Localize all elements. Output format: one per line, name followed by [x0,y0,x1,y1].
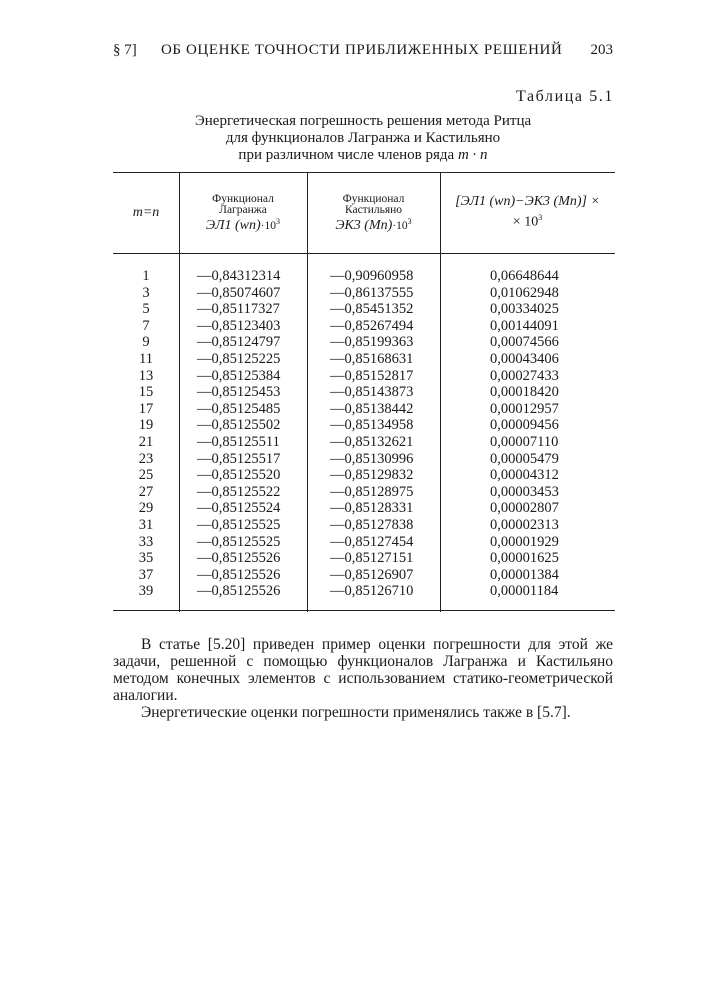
cell-castigliano: —0,85152817 [330,367,414,384]
cell-castigliano: —0,85138442 [330,400,414,417]
cell-difference: 0,00074566 [490,334,559,351]
cell-difference: 0,00334025 [490,301,559,318]
cell-castigliano: —0,86137555 [330,284,414,301]
cell-difference: 0,00001384 [490,566,559,583]
cell-m: 21 [138,433,154,450]
table-row [113,401,615,418]
cell-castigliano: —0,85128975 [330,483,414,500]
cell-lagrange: —0,85125526 [197,550,281,567]
cell-lagrange: —0,85125526 [197,566,281,583]
running-title: ОБ ОЦЕНКЕ ТОЧНОСТИ ПРИБЛИЖЕННЫХ РЕШЕНИЙ [161,42,563,58]
table-row [113,467,615,484]
cell-lagrange: —0,85125525 [197,516,281,533]
column-header-m: m=n [132,205,160,220]
cell-castigliano: —0,85267494 [330,317,414,334]
cell-castigliano: —0,85127151 [330,550,414,567]
table-row [113,351,615,368]
cell-lagrange: —0,85125453 [197,384,281,401]
cell-lagrange: —0,85125225 [197,350,281,367]
cell-m: 15 [138,384,154,401]
cell-difference: 0,00007110 [490,433,559,450]
cell-m: 13 [138,367,154,384]
paragraph-2: Энергетические оценки погрешности применялись также в [5.7]. [141,704,571,721]
cell-difference: 0,00002807 [490,500,559,517]
cell-lagrange: —0,85125522 [197,483,281,500]
table-row [113,384,615,401]
caption-math: m · n [457,147,488,163]
table-caption [113,113,613,164]
cell-m: 19 [138,417,154,434]
cell-castigliano: —0,85126907 [330,566,414,583]
cell-difference: 0,00001929 [490,533,559,550]
table-body [113,268,615,600]
cell-lagrange: —0,85125485 [197,400,281,417]
cell-lagrange: —0,85123403 [197,317,281,334]
cell-difference: 0,00027433 [490,367,559,384]
cell-lagrange: —0,85125525 [197,533,281,550]
cell-difference: 0,00144091 [490,317,559,334]
cell-castigliano: —0,85128331 [330,500,414,517]
column-header-lagrange: Функционал Лагранжа ЭЛ1 $(wn)\cdot 10^3$ [206,192,280,233]
cell-castigliano: —0,85134958 [330,417,414,434]
caption-line-2: для функционалов Лагранжа и Кастильяно [225,130,501,146]
cell-castigliano: —0,85199363 [330,334,414,351]
cell-m: 27 [138,483,154,500]
cell-m: 23 [138,450,154,467]
body-text [113,636,613,721]
table-row [113,583,615,600]
cell-lagrange: —0,85125511 [197,433,280,450]
cell-m: 25 [138,467,154,484]
table-header-rule [113,253,615,254]
table-row [113,318,615,335]
cell-difference: 0,00009456 [490,417,559,434]
cell-lagrange: —0,85125520 [197,467,281,484]
table-bottom-rule [113,610,615,611]
cell-castigliano: —0,85143873 [330,384,414,401]
table-row [113,268,615,285]
cell-difference: 0,00004312 [490,467,559,484]
cell-difference: 0,01062948 [490,284,559,301]
cell-castigliano: —0,85451352 [330,301,414,318]
cell-difference: 0,00043406 [490,350,559,367]
cell-castigliano: —0,85127838 [330,516,414,533]
cell-castigliano: —0,85126710 [330,583,414,600]
cell-m: 9 [142,334,150,351]
cell-difference: 0,00012957 [490,400,559,417]
cell-difference: 0,00002313 [490,516,559,533]
table-row [113,434,615,451]
caption-line-3: при различном числе членов ряда m · n [238,147,488,163]
cell-lagrange: —0,85124797 [197,334,281,351]
paragraph-1: В статье [5.20] приведен пример оценки погрешности для этой же задачи, решенной с помощью функционалов Лагранжа и Кастильяно методом конечных элементов с использованием статико-геометрической аналогии. [113,636,613,704]
cell-m: 1 [142,268,150,284]
cell-m: 5 [142,301,150,318]
table-row [113,417,615,434]
cell-lagrange: —0,85125526 [197,583,281,600]
cell-castigliano: —0,85129832 [330,467,414,484]
cell-difference: 0,00001184 [490,583,559,600]
cell-lagrange: —0,84312314 [197,268,281,284]
cell-lagrange: —0,85117327 [197,301,280,318]
table-row [113,550,615,567]
cell-lagrange: —0,85074607 [197,284,281,301]
cell-castigliano: —0,85132621 [330,433,414,450]
cell-castigliano: —0,85168631 [330,350,414,367]
table-row [113,567,615,584]
table-row [113,301,615,318]
cell-difference: 0,00005479 [490,450,559,467]
table-row [113,368,615,385]
cell-difference: 0,00003453 [490,483,559,500]
table-row [113,484,615,501]
cell-m: 31 [138,516,154,533]
section-number: § 7] [113,42,137,58]
column-header-difference: [ЭЛ1 (wn)−ЭК3 (Mn)] × × $10^3$ [455,194,600,230]
page-number: 203 [590,42,613,58]
cell-lagrange: —0,85125384 [197,367,281,384]
cell-m: 39 [138,583,154,600]
table-label: Таблица 5.1 [515,88,614,105]
cell-m: 37 [138,566,154,583]
cell-difference: 0,00018420 [490,384,559,401]
table-row [113,451,615,468]
caption-line-1: Энергетическая погрешность решения метода Ритца [194,113,532,129]
cell-difference: 0,00001625 [490,550,559,567]
table-row [113,517,615,534]
column-header-castigliano: Функционал Кастильяно ЭК3 $(Mn)\cdot 10^3$ [335,192,412,233]
cell-castigliano: —0,85127454 [330,533,414,550]
cell-lagrange: —0,85125524 [197,500,281,517]
cell-castigliano: —0,90960958 [330,268,414,284]
table-row [113,285,615,302]
cell-m: 17 [138,400,154,417]
cell-m: 29 [138,500,154,517]
table-row [113,534,615,551]
cell-m: 11 [139,350,153,367]
cell-m: 7 [142,317,150,334]
table-row [113,334,615,351]
table-row [113,500,615,517]
cell-castigliano: —0,85130996 [330,450,414,467]
running-header [113,42,613,64]
cell-lagrange: —0,85125517 [197,450,281,467]
cell-m: 35 [138,550,154,567]
cell-difference: 0,06648644 [490,268,559,284]
cell-m: 3 [142,284,150,301]
cell-m: 33 [138,533,154,550]
cell-lagrange: —0,85125502 [197,417,281,434]
results-table [113,172,615,612]
